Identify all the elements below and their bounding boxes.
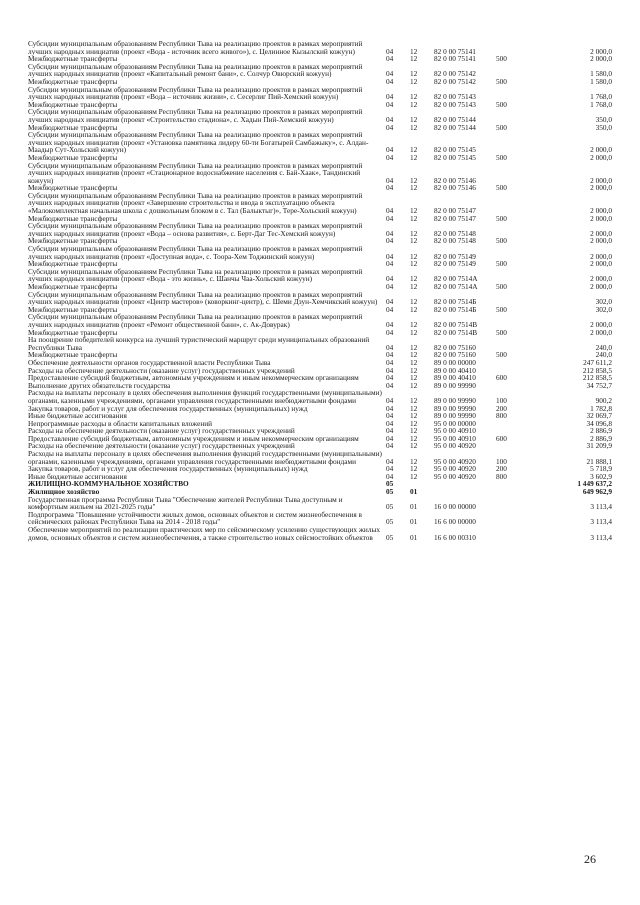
cell-rz: 04 [386, 373, 394, 383]
cell-rz: 04 [386, 236, 394, 246]
cell-pr: 12 [410, 357, 418, 367]
cell-name: Предоставление субсидий бюджетным, автономным учреждениям и иным некоммерческим организациям [28, 373, 359, 383]
cell-sum: 3 602,9 [590, 471, 612, 481]
cell-pr: 12 [410, 297, 418, 307]
cell-sum: 649 962,9 [582, 487, 612, 497]
cell-pr: 12 [410, 206, 418, 216]
cell-name: Межбюджетные трансферты [28, 99, 118, 109]
cell-csr: 82 0 00 75160 [434, 342, 476, 352]
cell-pr: 12 [410, 183, 418, 193]
cell-rz: 04 [386, 99, 394, 109]
cell-sum: 2 886,9 [590, 433, 612, 443]
cell-sum: 212 858,5 [582, 373, 612, 383]
cell-sum: 2 000,0 [590, 152, 612, 162]
cell-name: На поощрение победителей конкурса на лучший туристический маршрут среди муниципальных образований Республики Тыва [28, 335, 370, 352]
table-row [28, 511, 612, 526]
table-row [28, 40, 612, 55]
cell-csr: 82 0 00 75160 [434, 350, 476, 360]
cell-pr: 01 [410, 502, 418, 512]
cell-name: Субсидии муниципальным образованиям Республики Тыва на реализацию проектов в рамках мероприятий лучших народных инициатив (проект «Завершение строительства и ввода в эксплуатацию объекта «Малокомплектная начальная школа с дошкольным блоком в с. Тал (Балыктыг)», Тере-Хольский кожуун) [28, 190, 363, 216]
cell-vr: 500 [496, 54, 507, 64]
cell-pr: 12 [410, 213, 418, 223]
cell-name: Государственная программа Республики Тыва "Обеспечение жителей Республики Тыва доступным и комфортным жильем на 2021-2025 годы" [28, 494, 343, 512]
cell-sum: 1 768,0 [590, 92, 612, 102]
cell-name: Межбюджетные трансферты [28, 152, 118, 162]
cell-name: Иные бюджетные ассигнования [28, 471, 127, 481]
cell-rz: 04 [386, 206, 394, 216]
cell-csr: 82 0 00 75149 [434, 251, 476, 261]
cell-pr: 12 [410, 122, 418, 132]
table-row [28, 389, 612, 404]
cell-csr: 16 6 00 00000 [434, 517, 476, 527]
cell-rz: 04 [386, 365, 394, 375]
cell-sum: 302,0 [595, 297, 612, 307]
cell-pr: 12 [410, 380, 418, 390]
cell-sum: 1 782,8 [590, 403, 612, 413]
cell-rz: 04 [386, 319, 394, 329]
cell-name: Межбюджетные трансферты [28, 259, 118, 269]
cell-csr: 89 0 00 99990 [434, 395, 476, 405]
cell-rz: 04 [386, 433, 394, 443]
cell-rz: 04 [386, 327, 394, 337]
cell-vr: 500 [496, 99, 507, 109]
cell-rz: 05 [386, 517, 394, 527]
cell-name: Иные бюджетные ассигнования [28, 411, 127, 421]
table-row [28, 526, 612, 541]
cell-sum: 1 449 637,2 [577, 479, 612, 489]
cell-rz: 04 [386, 46, 394, 56]
cell-name: Жилищное хозяйство [28, 487, 100, 497]
cell-rz: 04 [386, 395, 394, 405]
cell-sum: 2 000,0 [590, 206, 612, 216]
cell-pr: 12 [410, 373, 418, 383]
cell-sum: 212 858,5 [582, 365, 612, 375]
cell-pr: 12 [410, 236, 418, 246]
cell-csr: 82 0 00 7514А [434, 274, 478, 284]
table-row [28, 131, 612, 154]
cell-name: Субсидии муниципальным образованиям Республики Тыва на реализацию проектов в рамках мероприятий лучших народных инициатив (проект «Установка памятника лидеру 60-ти Богатырей Самбажыку», с. Алдан-Маадыр Сут-Хольский кожуун) [28, 130, 369, 155]
cell-vr: 500 [496, 259, 507, 269]
page-number: 26 [584, 852, 596, 866]
cell-name: Выполнение других обязательств государства [28, 380, 171, 390]
cell-rz: 04 [386, 471, 394, 481]
cell-sum: 5 718,9 [590, 464, 612, 474]
cell-sum: 900,2 [595, 395, 612, 405]
cell-name: Субсидии муниципальным образованиям Республики Тыва на реализацию проектов в рамках мероприятий лучших народных инициатив (проект «Вода - источник всего живого»), с. Целинное Кызылский кожуун) [28, 39, 363, 56]
cell-name: Субсидии муниципальным образованиям Республики Тыва на реализацию проектов в рамках мероприятий лучших народных инициатив (проект «Капитальный ремонт бани», с. Солчур Овюрский кожуун) [28, 61, 363, 79]
cell-sum: 2 000,0 [590, 319, 612, 329]
cell-csr: 82 0 00 75146 [434, 175, 476, 185]
cell-csr: 82 0 00 75145 [434, 152, 476, 162]
cell-rz: 05 [386, 479, 394, 489]
cell-name: Межбюджетные трансферты [28, 282, 118, 291]
cell-name: Расходы на выплаты персоналу в целях обеспечения выполнения функций государственными (муниципальными) органами, казенными учреждениями, органами управления государственными внебюджетными фондами [28, 388, 382, 405]
cell-name: Непрограммные расходы в области капитальных вложений [28, 418, 213, 428]
table-row [28, 162, 612, 185]
cell-rz: 05 [386, 487, 394, 497]
cell-rz: 04 [386, 464, 394, 474]
table-row [28, 496, 612, 511]
cell-sum: 240,0 [595, 350, 612, 360]
cell-vr: 100 [496, 456, 507, 466]
cell-pr: 12 [410, 145, 418, 155]
cell-pr: 12 [410, 327, 418, 337]
cell-pr: 12 [410, 456, 418, 466]
table-row [28, 291, 612, 306]
cell-pr: 12 [410, 426, 418, 436]
cell-vr: 500 [496, 304, 507, 314]
cell-sum: 350,0 [595, 114, 612, 124]
cell-rz: 05 [386, 532, 394, 542]
cell-csr: 82 0 00 75143 [434, 92, 476, 102]
cell-csr: 95 0 00 40910 [434, 426, 476, 436]
cell-sum: 1 768,0 [590, 99, 612, 109]
cell-rz: 04 [386, 54, 394, 64]
cell-pr: 12 [410, 76, 418, 86]
cell-pr: 01 [410, 532, 418, 542]
cell-name: Расходы на обеспечение деятельности (оказание услуг) государственных учреждений [28, 365, 295, 375]
cell-rz: 04 [386, 251, 394, 261]
cell-rz: 04 [386, 350, 394, 360]
table-row [28, 450, 612, 465]
cell-sum: 1 580,0 [590, 76, 612, 86]
cell-rz: 04 [386, 228, 394, 238]
cell-name: Обеспечение деятельности органов государственной власти Республики Тыва [28, 357, 271, 367]
cell-rz: 04 [386, 418, 394, 428]
cell-pr: 12 [410, 259, 418, 269]
table-row [28, 245, 612, 260]
cell-name: Межбюджетные трансферты [28, 54, 118, 64]
cell-vr: 200 [496, 464, 507, 474]
cell-pr: 12 [410, 251, 418, 261]
cell-rz: 04 [386, 282, 394, 291]
cell-csr: 89 0 00 00000 [434, 357, 476, 367]
cell-sum: 21 888,1 [586, 456, 612, 466]
cell-vr: 500 [496, 76, 507, 86]
cell-name: Межбюджетные трансферты [28, 236, 118, 246]
cell-rz: 04 [386, 76, 394, 86]
cell-vr: 800 [496, 471, 507, 481]
cell-csr: 95 0 00 00000 [434, 418, 476, 428]
cell-pr: 12 [410, 99, 418, 109]
cell-pr: 01 [410, 517, 418, 527]
cell-rz: 04 [386, 69, 394, 79]
cell-sum: 2 000,0 [590, 282, 612, 291]
budget-table [28, 40, 612, 541]
cell-sum: 2 000,0 [590, 213, 612, 223]
cell-sum: 2 000,0 [590, 327, 612, 337]
cell-sum: 302,0 [595, 304, 612, 314]
cell-pr: 12 [410, 433, 418, 443]
cell-name: Расходы на обеспечение деятельности (оказание услуг) государственных учреждений [28, 441, 295, 451]
cell-vr: 200 [496, 403, 507, 413]
cell-rz: 04 [386, 175, 394, 185]
cell-pr: 12 [410, 441, 418, 451]
cell-name: Межбюджетные трансферты [28, 76, 118, 86]
cell-name: Межбюджетные трансферты [28, 304, 118, 314]
cell-csr: 95 0 00 40920 [434, 456, 476, 466]
cell-rz: 04 [386, 403, 394, 413]
cell-name: Расходы на обеспечение деятельности (оказание услуг) государственных учреждений [28, 426, 295, 436]
cell-sum: 32 069,7 [586, 411, 612, 421]
cell-sum: 34 096,8 [586, 418, 612, 428]
cell-pr: 12 [410, 274, 418, 284]
cell-sum: 2 000,0 [590, 236, 612, 246]
cell-rz: 04 [386, 152, 394, 162]
cell-rz: 04 [386, 145, 394, 155]
cell-name: Субсидии муниципальным образованиям Республики Тыва на реализацию проектов в рамках мероприятий лучших народных инициатив (проект «Вода – основа развития», с. Берт-Даг Тес-Хемский кожуун) [28, 221, 363, 238]
table-row [28, 480, 612, 488]
cell-pr: 12 [410, 175, 418, 185]
cell-name: Субсидии муниципальным образованиям Республики Тыва на реализацию проектов в рамках мероприятий лучших народных инициатив (проект «Центр мастеров» (коворкинг-центр), с. Шеми Дзун-Хемчикский кожуун) [28, 289, 378, 307]
cell-name: Субсидии муниципальным образованиям Республики Тыва на реализацию проектов в рамках мероприятий лучших народных инициатив (проект «Доступная вода», с. Тоора-Хем Тоджинский кожуун) [28, 244, 363, 261]
cell-name: Подпрограмма "Повышение устойчивости жилых домов, основных объектов и систем жизнеобеспечения в сейсмических районах Республики Тыва на 2014 - 2018 годы" [28, 509, 362, 527]
table-row [28, 268, 612, 283]
cell-csr: 16 6 00 00310 [434, 532, 476, 542]
cell-sum: 2 000,0 [590, 251, 612, 261]
cell-csr: 82 0 00 75149 [434, 259, 476, 269]
cell-csr: 82 0 00 7514Б [434, 297, 477, 307]
cell-csr: 95 0 00 40910 [434, 433, 476, 443]
cell-csr: 82 0 00 7514А [434, 282, 478, 291]
cell-pr: 01 [410, 487, 418, 497]
cell-csr: 89 0 00 99990 [434, 380, 476, 390]
cell-csr: 82 0 00 75146 [434, 183, 476, 193]
table-row [28, 313, 612, 328]
cell-vr: 500 [496, 213, 507, 223]
cell-csr: 82 0 00 75143 [434, 99, 476, 109]
cell-pr: 12 [410, 282, 418, 291]
table-row [28, 192, 612, 215]
cell-pr: 12 [410, 365, 418, 375]
cell-name: Обеспечение мероприятий по реализации практических мер по сейсмическому усилению существующих жилых домов, основных объектов и систем жизнеобеспечения, а также строительство новых сейсмостойких объектов [28, 525, 381, 542]
cell-name: Субсидии муниципальным образованиям Республики Тыва на реализацию проектов в рамках мероприятий лучших народных инициатив (проект «Вода – источник жизни», с. Сесерлиг Пий-Хемский кожуун) [28, 84, 363, 102]
cell-sum: 3 113,4 [590, 517, 612, 527]
cell-csr: 82 0 00 75148 [434, 228, 476, 238]
table-row [28, 108, 612, 123]
cell-sum: 2 000,0 [590, 46, 612, 56]
cell-name: Субсидии муниципальным образованиям Республики Тыва на реализацию проектов в рамках мероприятий лучших народных инициатив (проект «Ремонт общественной бани», с. Ак-Довурак) [28, 312, 363, 329]
cell-sum: 2 000,0 [590, 274, 612, 284]
cell-sum: 240,0 [595, 342, 612, 352]
cell-csr: 82 0 00 75145 [434, 145, 476, 155]
cell-csr: 95 0 00 40920 [434, 464, 476, 474]
cell-rz: 04 [386, 456, 394, 466]
cell-csr: 82 0 00 75147 [434, 213, 476, 223]
cell-sum: 2 000,0 [590, 228, 612, 238]
cell-vr: 500 [496, 236, 507, 246]
cell-name: Межбюджетные трансферты [28, 183, 118, 193]
cell-csr: 82 0 00 75148 [434, 236, 476, 246]
cell-pr: 12 [410, 152, 418, 162]
cell-pr: 12 [410, 304, 418, 314]
cell-csr: 82 0 00 75147 [434, 206, 476, 216]
cell-pr: 12 [410, 46, 418, 56]
cell-vr: 100 [496, 395, 507, 405]
cell-csr: 82 0 00 75142 [434, 76, 476, 86]
cell-sum: 2 000,0 [590, 183, 612, 193]
cell-sum: 34 752,7 [586, 380, 612, 390]
cell-vr: 500 [496, 282, 507, 291]
cell-sum: 1 580,0 [590, 69, 612, 79]
cell-pr: 12 [410, 114, 418, 124]
cell-rz: 04 [386, 304, 394, 314]
cell-rz: 05 [386, 502, 394, 512]
cell-sum: 2 000,0 [590, 145, 612, 155]
cell-sum: 2 886,9 [590, 426, 612, 436]
cell-name: Субсидии муниципальным образованиям Республики Тыва на реализацию проектов в рамках мероприятий лучших народных инициатив (проект «Вода - это жизнь», с. Шанчы Чаа-Хольский кожуун) [28, 266, 363, 284]
cell-pr: 12 [410, 395, 418, 405]
cell-rz: 04 [386, 297, 394, 307]
cell-rz: 04 [386, 441, 394, 451]
cell-name: Закупка товаров, работ и услуг для обеспечения государственных (муниципальных) нужд [28, 403, 308, 413]
cell-sum: 31 209,9 [586, 441, 612, 451]
cell-name: Межбюджетные трансферты [28, 213, 118, 223]
cell-name: Субсидии муниципальным образованиям Республики Тыва на реализацию проектов в рамках мероприятий лучших народных инициатив (проект «Строительство стадиона», с. Хадын Пий-Хемский кожуун) [28, 107, 363, 124]
cell-csr: 82 0 00 7514В [434, 327, 478, 337]
cell-sum: 350,0 [595, 122, 612, 132]
cell-name: Предоставление субсидий бюджетным, автономным учреждениям и иным некоммерческим организациям [28, 433, 359, 443]
cell-sum: 3 113,4 [590, 502, 612, 512]
cell-rz: 04 [386, 183, 394, 193]
cell-csr: 89 0 00 40410 [434, 373, 476, 383]
cell-vr: 600 [496, 373, 507, 383]
cell-name: Субсидии муниципальным образованиям Республики Тыва на реализацию проектов в рамках мероприятий лучших народных инициатив (проект «Стационарное водоснабжение населения с. Бай-Хаак», Тандинский кожуун) [28, 160, 363, 185]
cell-csr: 82 0 00 7514В [434, 319, 478, 329]
cell-name: Межбюджетные трансферты [28, 350, 118, 360]
cell-csr: 89 0 00 99990 [434, 403, 476, 413]
cell-vr: 500 [496, 327, 507, 337]
cell-rz: 04 [386, 411, 394, 421]
table-row [28, 86, 612, 101]
cell-csr: 82 0 00 75144 [434, 114, 476, 124]
table-row [28, 63, 612, 78]
cell-sum: 247 611,2 [583, 357, 612, 367]
cell-vr: 500 [496, 183, 507, 193]
cell-csr: 82 0 00 75141 [434, 54, 476, 64]
cell-pr: 12 [410, 69, 418, 79]
cell-rz: 04 [386, 92, 394, 102]
cell-vr: 500 [496, 152, 507, 162]
cell-name: Расходы на выплаты персоналу в целях обеспечения выполнения функций государственными (муниципальными) органами, казенными учреждениями, органами управления государственными внебюджетными фондами [28, 449, 382, 466]
cell-rz: 04 [386, 274, 394, 284]
cell-rz: 04 [386, 426, 394, 436]
cell-pr: 12 [410, 54, 418, 64]
cell-name: Межбюджетные трансферты [28, 122, 118, 132]
cell-csr: 82 0 00 75141 [434, 46, 476, 56]
cell-pr: 12 [410, 418, 418, 428]
cell-rz: 04 [386, 380, 394, 390]
cell-rz: 04 [386, 342, 394, 352]
table-row [28, 336, 612, 351]
cell-pr: 12 [410, 464, 418, 474]
cell-pr: 12 [410, 350, 418, 360]
cell-pr: 12 [410, 342, 418, 352]
cell-rz: 04 [386, 213, 394, 223]
cell-pr: 12 [410, 92, 418, 102]
cell-vr: 800 [496, 411, 507, 421]
cell-rz: 04 [386, 114, 394, 124]
cell-vr: 500 [496, 350, 507, 360]
cell-pr: 12 [410, 403, 418, 413]
cell-rz: 04 [386, 259, 394, 269]
cell-name: Закупка товаров, работ и услуг для обеспечения государственных (муниципальных) нужд [28, 464, 308, 474]
cell-sum: 2 000,0 [590, 175, 612, 185]
cell-csr: 95 0 00 40920 [434, 471, 476, 481]
cell-csr: 16 0 00 00000 [434, 502, 476, 512]
cell-pr: 12 [410, 228, 418, 238]
cell-csr: 89 0 00 99990 [434, 411, 476, 421]
cell-name: Межбюджетные трансферты [28, 327, 118, 337]
cell-csr: 82 0 00 75144 [434, 122, 476, 132]
cell-pr: 12 [410, 319, 418, 329]
cell-rz: 04 [386, 122, 394, 132]
cell-sum: 3 113,4 [590, 532, 612, 542]
cell-csr: 82 0 00 7514Б [434, 304, 477, 314]
cell-pr: 12 [410, 471, 418, 481]
cell-rz: 04 [386, 357, 394, 367]
cell-pr: 12 [410, 411, 418, 421]
cell-csr: 89 0 00 40410 [434, 365, 476, 375]
cell-vr: 500 [496, 122, 507, 132]
cell-csr: 95 0 00 40920 [434, 441, 476, 451]
cell-sum: 2 000,0 [590, 259, 612, 269]
cell-sum: 2 000,0 [590, 54, 612, 64]
cell-name: ЖИЛИЩНО-КОММУНАЛЬНОЕ ХОЗЯЙСТВО [28, 479, 189, 489]
cell-csr: 82 0 00 75142 [434, 69, 476, 79]
table-row [28, 222, 612, 237]
cell-vr: 600 [496, 433, 507, 443]
